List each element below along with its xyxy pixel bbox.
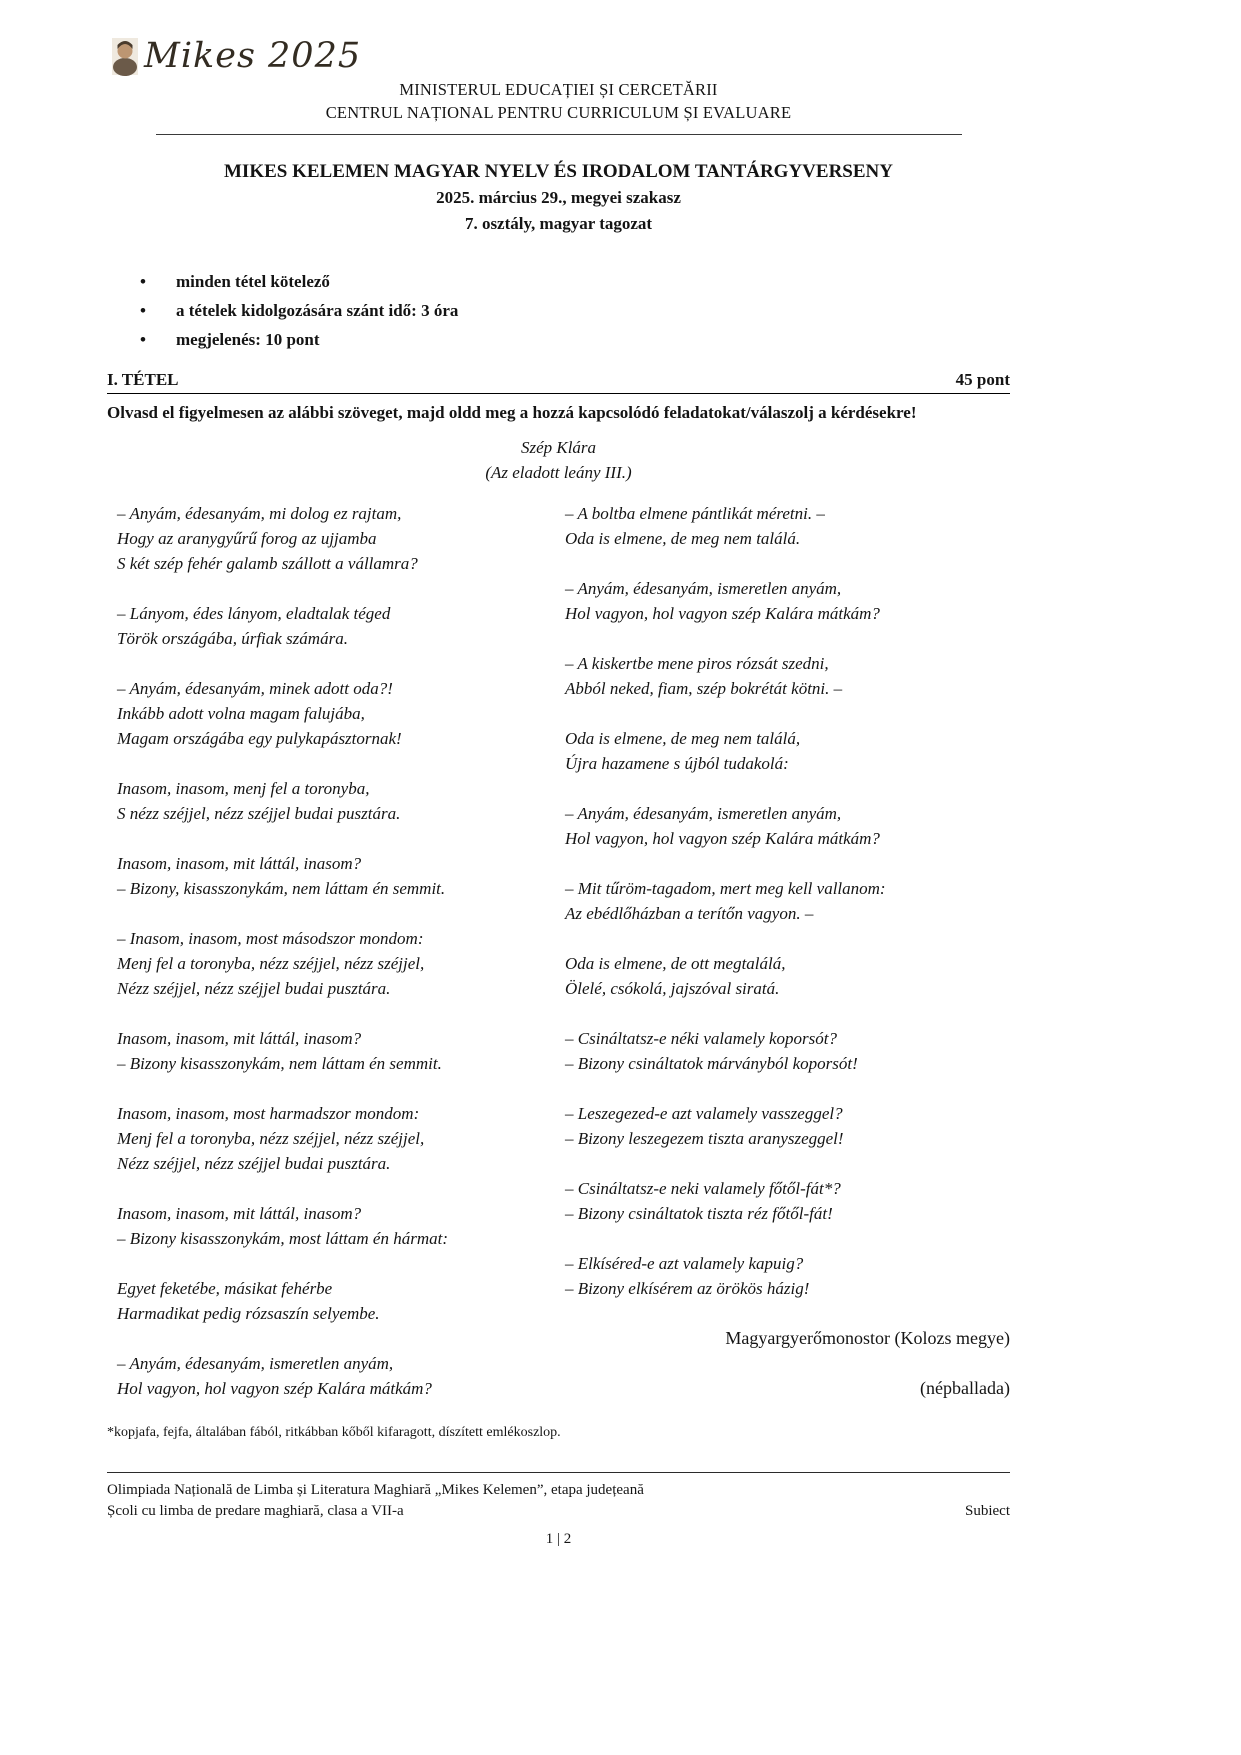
poem-attribution: Magyargyerőmonostor (Kolozs megye) — [725, 1328, 1010, 1348]
footer-school-line: Școli cu limba de predare maghiară, clasa a VII-a — [107, 1503, 404, 1519]
poem-line: – Bizony elkísérem az örökös házig! — [565, 1279, 810, 1298]
date-line: 2025. március 29., megyei szakasz — [436, 188, 681, 207]
poem-line: Inasom, inasom, most harmadszor mondom: — [117, 1104, 420, 1123]
poem-column-right-wrap — [565, 501, 1010, 1401]
mikes-portrait-icon — [111, 36, 139, 76]
poem-line: – Bizony kisasszonykám, most láttam én hármat: — [117, 1229, 449, 1248]
header-divider — [156, 133, 962, 135]
requirements-list — [107, 267, 1010, 354]
poem-line: Inasom, inasom, mit láttál, inasom? — [117, 1029, 362, 1048]
poem-line: – A kiskertbe mene piros rózsát szedni, — [565, 654, 829, 673]
poem-genre: (népballada) — [920, 1378, 1010, 1398]
grade-line: 7. osztály, magyar tagozat — [464, 214, 653, 233]
poem-line: – Bizony, kisasszonykám, nem láttam én semmit. — [117, 879, 446, 898]
poem-line: Nézz széjjel, nézz széjjel budai pusztára. — [117, 979, 391, 998]
poem-line: Menj fel a toronyba, nézz széjjel, nézz széjjel, — [117, 1129, 425, 1148]
poem-line: Török országába, úrfiak számára. — [117, 629, 348, 648]
poem-line: Újra hazamene s újból tudakolá: — [565, 754, 789, 773]
poem-line: – Mit tűröm-tagadom, mert meg kell vallanom: — [565, 879, 886, 898]
poem-line: – Bizony csináltatok márványból koporsót! — [565, 1054, 858, 1073]
poem-line: Hol vagyon, hol vagyon szép Kalára mátkám? — [565, 829, 880, 848]
poem-line: Hol vagyon, hol vagyon szép Kalára mátkám? — [117, 1379, 432, 1398]
poem-line: Inasom, inasom, mit láttál, inasom? — [117, 854, 362, 873]
poem-line: – Bizony leszegezem tiszta aranyszeggel! — [565, 1129, 844, 1148]
poem-column-right — [565, 501, 1010, 1301]
poem-line: Az ebédlőházban a terítőn vagyon. – — [565, 904, 814, 923]
poem-line: Oda is elmene, de ott megtalálá, — [565, 954, 786, 973]
requirement-item: • minden tétel kötelező — [107, 267, 1010, 296]
footer-olympiad-line: Olimpiada Națională de Limba și Literatura Maghiară „Mikes Kelemen”, etapa județeană — [107, 1482, 644, 1498]
poem-line: – Csináltatsz-e néki valamely koporsót? — [565, 1029, 837, 1048]
poem-line: – Inasom, inasom, most másodszor mondom: — [117, 929, 424, 948]
poem-line: – Bizony kisasszonykám, nem láttam én semmit. — [117, 1054, 442, 1073]
section-points: 45 pont — [955, 370, 1010, 389]
page-number: 1 | 2 — [545, 1531, 572, 1547]
poem-line: Egyet feketébe, másikat fehérbe — [117, 1279, 333, 1298]
instruction-text: Olvasd el figyelmesen az alábbi szöveget, majd oldd meg a hozzá kapcsolódó feladatokat/válaszolj a kérdésekre! — [107, 403, 917, 422]
poem-line: Inasom, inasom, menj fel a toronyba, — [117, 779, 370, 798]
poem-line: Oda is elmene, de meg nem találá. — [565, 529, 801, 548]
poem-line: Oda is elmene, de meg nem találá, — [565, 729, 801, 748]
section-header — [107, 370, 1010, 394]
requirement-item: • a tételek kidolgozására szánt idő: 3 óra — [107, 296, 1010, 325]
ministry-line-2: CENTRUL NAȚIONAL PENTRU CURRICULUM ȘI EVALUARE — [325, 103, 792, 122]
poem-line: – Bizony csináltatok tiszta réz főtől-fát! — [565, 1204, 833, 1223]
poem-line: – Anyám, édesanyám, minek adott oda?! — [117, 679, 393, 698]
poem-line: – Leszegezed-e azt valamely vasszeggel? — [565, 1104, 843, 1123]
poem-line: Hogy az aranygyűrű forog az ujjamba — [117, 529, 377, 548]
poem-line: S nézz széjjel, nézz széjjel budai pusztára. — [117, 804, 401, 823]
poem-line: Menj fel a toronyba, nézz széjjel, nézz széjjel, — [117, 954, 425, 973]
ministry-line-1: MINISTERUL EDUCAȚIEI ȘI CERCETĂRII — [399, 80, 718, 99]
poem-line: – Anyám, édesanyám, mi dolog ez rajtam, — [117, 504, 402, 523]
footer-subject-label: Subiect — [965, 1503, 1010, 1519]
poem-line: – Elkíséred-e azt valamely kapuig? — [565, 1254, 804, 1273]
mikes-logo — [111, 34, 1010, 78]
poem-column-left — [107, 501, 565, 1401]
poem-line: – A boltba elmene pántlikát méretni. – — [565, 504, 825, 523]
poem-line: Magam országába egy pulykapásztornak! — [117, 729, 402, 748]
poem-line: – Anyám, édesanyám, ismeretlen anyám, — [117, 1354, 394, 1373]
section-label: I. TÉTEL — [107, 370, 179, 389]
poem-line: S két szép fehér galamb szállott a vállamra? — [117, 554, 418, 573]
poem-title: Szép Klára — [520, 438, 597, 457]
poem-line: – Anyám, édesanyám, ismeretlen anyám, — [565, 579, 842, 598]
poem — [107, 501, 1010, 1401]
poem-subtitle: (Az eladott leány III.) — [485, 463, 632, 482]
page-footer — [107, 1472, 1010, 1550]
poem-line: Abból neked, fiam, szép bokrétát kötni. – — [565, 679, 843, 698]
poem-line: – Anyám, édesanyám, ismeretlen anyám, — [565, 804, 842, 823]
poem-line: Ölelé, csókolá, jajszóval siratá. — [565, 979, 780, 998]
poem-line: Hol vagyon, hol vagyon szép Kalára mátkám? — [565, 604, 880, 623]
mikes-logo-text: Mikes 2025 — [144, 36, 362, 76]
poem-line: Nézz széjjel, nézz széjjel budai pusztára. — [117, 1154, 391, 1173]
poem-line: – Csináltatsz-e neki valamely főtől-fát*? — [565, 1179, 841, 1198]
poem-line: – Lányom, édes lányom, eladtalak téged — [117, 604, 391, 623]
requirement-item: • megjelenés: 10 pont — [107, 325, 1010, 354]
poem-line: Harmadikat pedig rózsaszín selyembe. — [117, 1304, 380, 1323]
poem-line: Inasom, inasom, mit láttál, inasom? — [117, 1204, 362, 1223]
footnote: *kopjafa, fejfa, általában fából, ritkábban kőből kifaragott, díszített emlékoszlop. — [107, 1425, 561, 1440]
poem-line: Inkább adott volna magam falujába, — [117, 704, 365, 723]
competition-title: MIKES KELEMEN MAGYAR NYELV ÉS IRODALOM TANTÁRGYVERSENY — [224, 161, 893, 182]
